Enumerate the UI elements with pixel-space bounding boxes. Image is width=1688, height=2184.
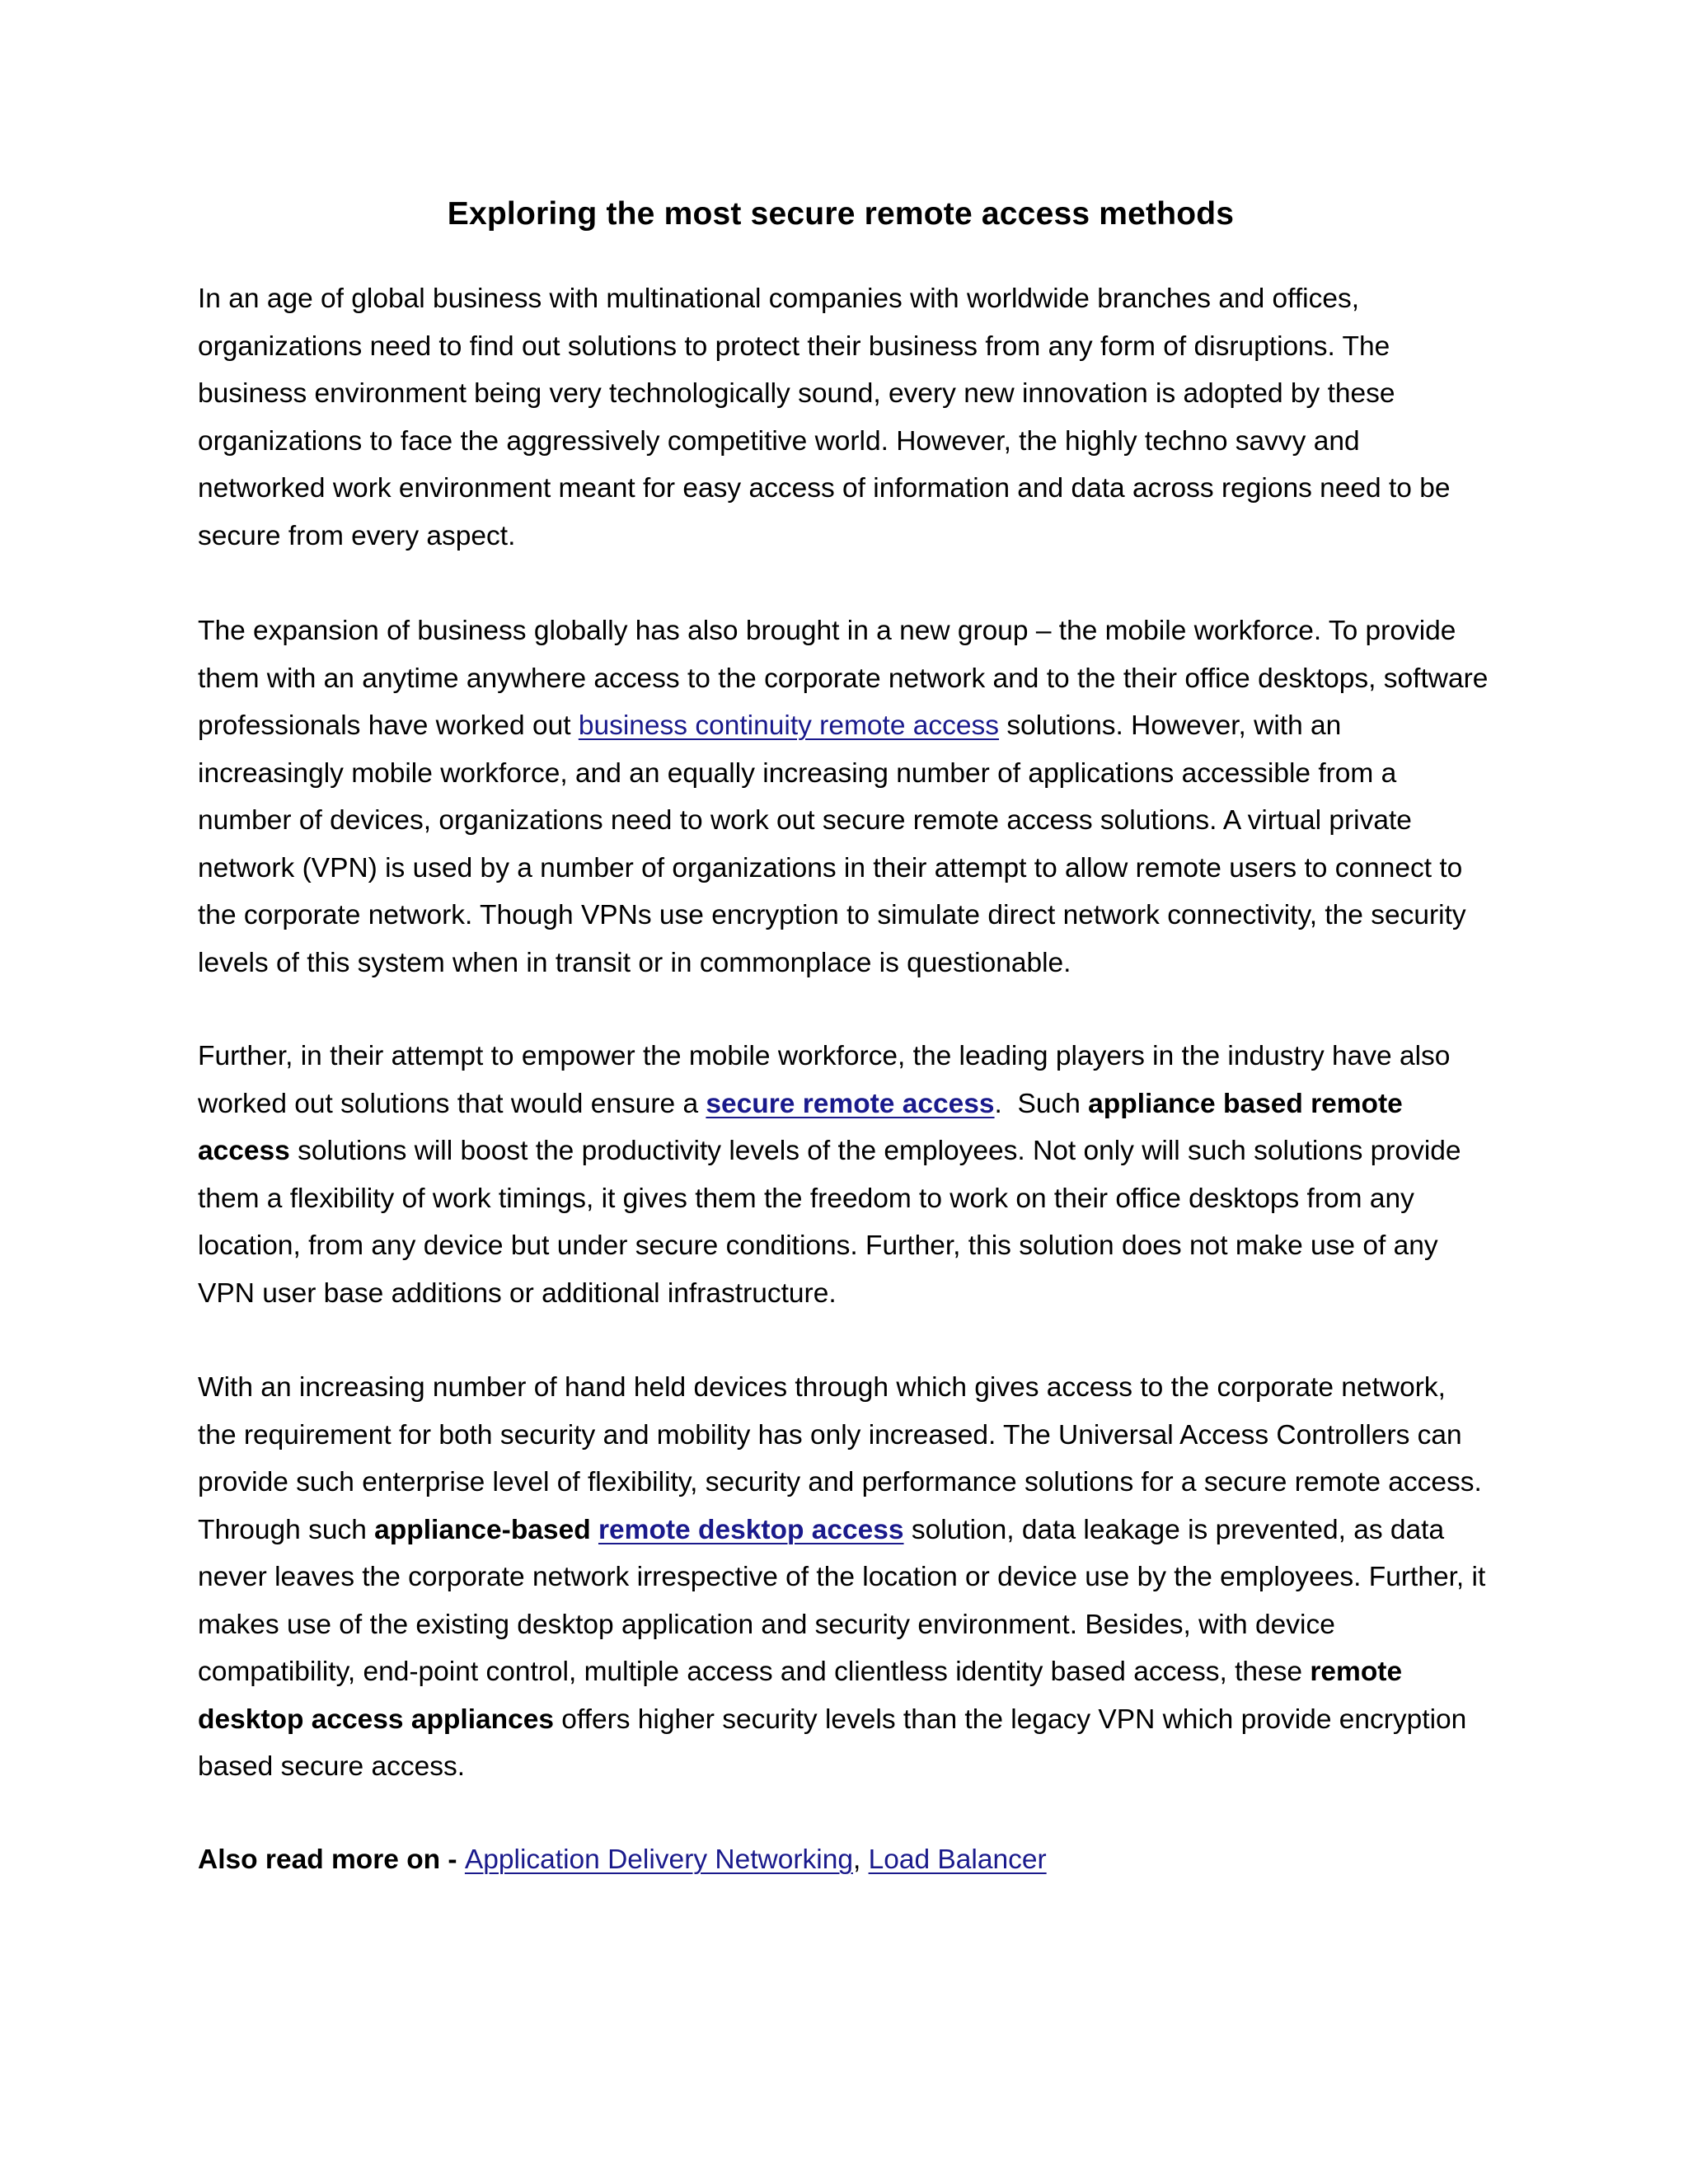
text-line: levels of this system when in transit or in commonplace is questionable. (198, 947, 1071, 978)
bold-text: access (198, 1136, 290, 1166)
text-segment: . Such (994, 1088, 1089, 1119)
text-line (198, 1696, 1517, 1744)
also-read-section (198, 1836, 1517, 1884)
text-line: business environment being very technologically sound, every new innovation is adopted by these (198, 378, 1395, 409)
text-line (198, 702, 1517, 750)
link-text[interactable]: secure remote access (706, 1088, 995, 1119)
text-line: organizations need to find out solutions to protect their business from any form of disruptions. The (198, 330, 1390, 362)
text-line (198, 1080, 1517, 1128)
text-segment: worked out solutions that would ensure a (198, 1088, 706, 1119)
bold-text: appliance based remote (1088, 1088, 1403, 1119)
text-segment: professionals have worked out (198, 710, 579, 741)
text-line: The expansion of business globally has also brought in a new group – the mobile workforce. To provide (198, 616, 1456, 646)
text-line: organizations to face the aggressively competitive world. However, the highly techno savvy and (198, 425, 1360, 457)
paragraph-intro (198, 275, 1517, 560)
link-text[interactable]: remote desktop access (598, 1514, 904, 1545)
text-line: never leaves the corporate network irrespective of the location or device use by the employees. Further, it (198, 1562, 1486, 1592)
text-line: In an age of global business with multinational companies with worldwide branches and offices, (198, 284, 1360, 314)
text-line: location, from any device but under secure conditions. Further, this solution does not make use of any (198, 1230, 1438, 1261)
text-line: secure from every aspect. (198, 520, 516, 551)
paragraph-handheld-devices (198, 1364, 1517, 1791)
text-line: VPN user base additions or additional infrastructure. (198, 1277, 837, 1309)
text-line: With an increasing number of hand held devices through which gives access to the corporate network, (198, 1372, 1446, 1403)
text-line: makes use of the existing desktop application and security environment. Besides, with device (198, 1609, 1335, 1640)
secure-remote-access-link[interactable] (706, 1089, 994, 1119)
text-line: them with an anytime anywhere access to the corporate network and to the their office desktops, software (198, 663, 1489, 694)
text-line: network (VPN) is used by a number of organizations in their attempt to allow remote users to connect to (198, 852, 1463, 883)
text-segment: solutions will boost the productivity levels of the employees. Not only will such solutions provide (289, 1136, 1461, 1166)
text-line (198, 1127, 1517, 1175)
paragraph-mobile-workforce (198, 607, 1517, 987)
text-segment: Through such (198, 1514, 375, 1545)
application-delivery-networking-link[interactable]: Application Delivery Networking (464, 1844, 853, 1875)
bold-text: appliance-based (374, 1514, 591, 1545)
also-read-label: Also read more on - (198, 1844, 465, 1875)
text-line (198, 1507, 1517, 1554)
text-segment: compatibility, end-point control, multiple access and clientless identity based access, these (198, 1657, 1311, 1687)
text-line: provide such enterprise level of flexibility, security and performance solutions for a secure remote access. (198, 1467, 1482, 1497)
bold-text: remote (1310, 1657, 1403, 1687)
business-continuity-remote-access-link[interactable]: business continuity remote access (578, 710, 1000, 741)
text-segment: offers higher security levels than the legacy VPN which provide encryption (554, 1704, 1467, 1735)
text-line: the corporate network. Though VPNs use encryption to simulate direct network connectivity, the security (198, 900, 1466, 930)
text-segment: solution, data leakage is prevented, as data (903, 1514, 1445, 1545)
text-segment (591, 1515, 598, 1545)
paragraph-empower-workforce (198, 1033, 1517, 1317)
text-line (198, 1648, 1517, 1696)
text-line: networked work environment meant for easy access of information and data across regions need to be (198, 473, 1451, 504)
bold-text: desktop access appliances (198, 1704, 554, 1735)
page-title: Exploring the most secure remote access methods (447, 196, 1235, 232)
text-line (198, 1836, 1517, 1884)
text-line: the requirement for both security and mobility has only increased. The Universal Access Controllers can (198, 1419, 1462, 1451)
text-line: increasingly mobile workforce, and an equally increasing number of applications accessible from a (198, 757, 1397, 789)
remote-desktop-access-link[interactable] (598, 1515, 904, 1545)
load-balancer-link[interactable]: Load Balancer (868, 1844, 1047, 1875)
text-line: number of devices, organizations need to work out secure remote access solutions. A virtual private (198, 805, 1412, 836)
text-line: Further, in their attempt to empower the mobile workforce, the leading players in the industry have also (198, 1041, 1451, 1071)
text-segment: solutions. However, with an (999, 710, 1342, 741)
text-line: them a flexibility of work timings, it gives them the freedom to work on their office desktops from any (198, 1183, 1414, 1214)
text-line: based secure access. (198, 1751, 466, 1782)
link-separator: , (852, 1844, 869, 1875)
